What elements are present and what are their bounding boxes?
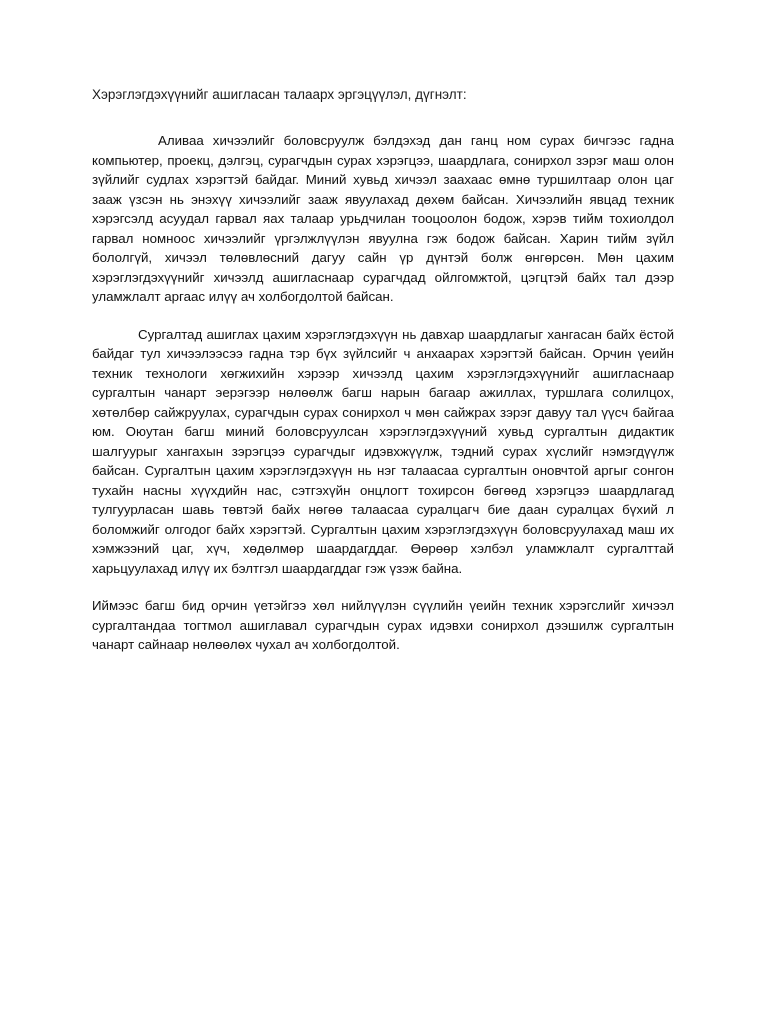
paragraph-3: Иймээс багш бид орчин үетэйгээ хөл нийлүүлэн сүүлийн үеийн техник хэрэгслийг хичээл сургалтандаа тогтмол ашиглавал сурагчдын сурах идэвхи сонирхол дээшилж сургалтын чанарт сайнаар нөлөөлөх чухал ач холбогдолтой. [92,598,674,652]
document-page [92,86,674,655]
paragraph-2: Сургалтад ашиглах цахим хэрэглэгдэхүүн нь давхар шаардлагыг хангасан байх ёстой байдаг тул хичээлээсээ гадна тэр бүх зүйлсийг ч анхаарах хэрэгтэй байсан. Орчин үеийн техник технологи хөгжихийн хэрээр хичээлд цахим хэрэглэгдэхүүнийг ашигласнаар сургалтын чанарт эерэгээр нөлөөлж багш нарын багаар ажиллах, туршлага солилцох, хөтөлбөр сайжруулах, сурагчдын сурах сонирхол ч мөн сайжрах зэрэг давуу тал үүсч байгаа юм. Оюутан багш миний боловсруулсан хэрэглэгдэхүүний хувьд сургалтын дидактик шалгуурыг хангахын зэрэгцээ сурагчдыг идэвхжүүлж, тэдний сурах хүслийг нэмэгдүүлж байсан. Сургалтын цахим хэрэглэгдэхүүн нь нэг талаасаа сургалтын оновчтой аргыг сонгон тухайн насны хүүхдийн нас, сэтгэхүйн онцлогт тохирсон бөгөөд хэрэгцээ шаардлагад тулгуурласан шавь төвтэй байх нөгөө талаасаа суралцагч бие даан суралцах бүхий л боломжийг олгодог байх хэрэгтэй. Сургалтын цахим хэрэглэгдэхүүн боловсруулахад маш их хэмжээний цаг, хүч, хөдөлмөр шаардагддаг. Өөрөөр хэлбэл уламжлалт сургалттай харьцуулахад илүү их бэлтгэл шаардагддаг гэж үзэж байна. [92,326,674,576]
document-heading: Хэрэглэгдэхүүнийг ашигласан талаарх эргэцүүлэл, дүгнэлт: [92,87,467,102]
paragraph-1: Аливаа хичээлийг боловсруулж бэлдэхэд дан ганц ном сурах бичгээс гадна компьютер, проекц, дэлгэц, сурагчдын сурах хэрэгцээ, шаардлага, сонирхол зэрэг маш олон зүйлийг судлах хэрэгтэй байдаг. Миний хувьд хичээл заахаас өмнө туршилтаар олон цаг зааж үзсэн нь энэхүү хичээлийг зааж явуулахад дөхөм байсан. Хичээлийн явцад техник хэрэгсэлд асуудал гарвал яах талаар урьдчилан тооцоолон бодож, хэрэв тийм тохиолдол гарвал номноос хичээлийг үргэлжлүүлэн явуулна гэж бодож байсан. Харин тийм зүйл бололгүй, хичээл төлөвлөсний дагуу сайн үр дүнтэй болж өнгөрсөн. Мөн цахим хэрэглэгдэхүүнийг хичээлд ашигласнаар сурагчдад ойлгомжтой, цэгцтэй байх тал дээр уламжлалт аргаас илүү ач холбогдолтой байсан. [92,133,674,304]
